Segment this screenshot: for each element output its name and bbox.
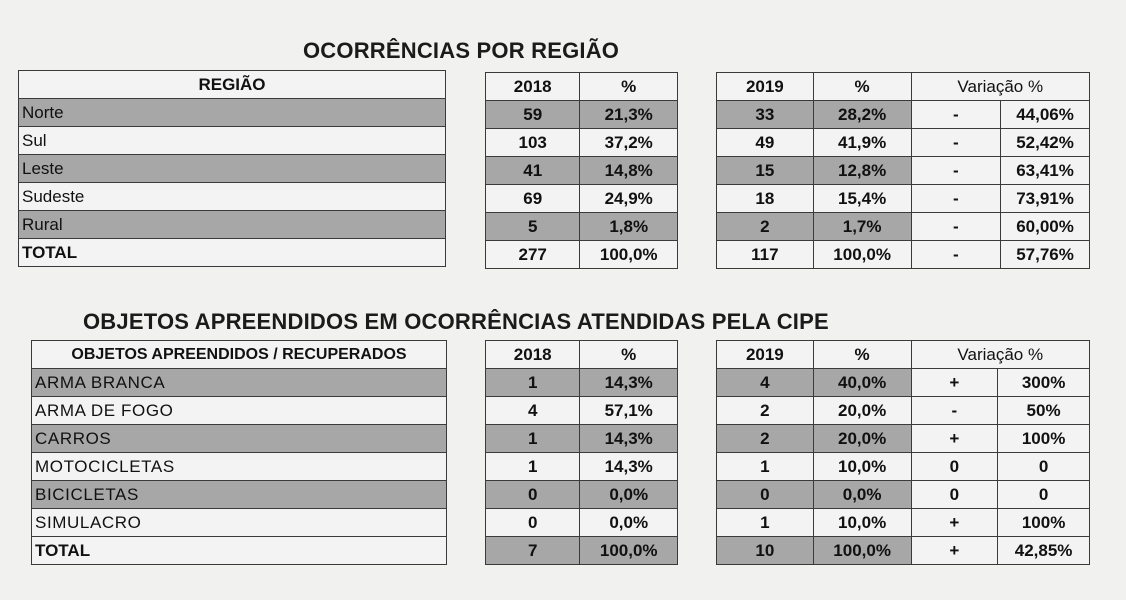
count-cell: 49 <box>717 129 814 157</box>
variacao-header: Variação % <box>911 73 1089 101</box>
regiao-label-table <box>18 70 446 267</box>
variation-cell: 60,00% <box>1001 213 1090 241</box>
sign-cell: + <box>911 537 998 565</box>
percent-header: % <box>580 341 678 369</box>
count-cell: 103 <box>486 129 580 157</box>
variation-cell: 63,41% <box>1001 157 1090 185</box>
percent-cell: 41,9% <box>813 129 911 157</box>
table-row <box>32 369 447 397</box>
count-cell: 4 <box>717 369 814 397</box>
sign-cell: - <box>911 101 1001 129</box>
table-row <box>486 425 678 453</box>
table-row <box>19 183 446 211</box>
table-row <box>717 185 1090 213</box>
percent-cell: 1,8% <box>580 213 678 241</box>
table-row <box>19 211 446 239</box>
region-label: Sul <box>19 127 446 155</box>
total-label: TOTAL <box>32 537 447 565</box>
table-row <box>19 127 446 155</box>
object-label: CARROS <box>32 425 447 453</box>
table-row <box>32 481 447 509</box>
count-cell: 117 <box>717 241 814 269</box>
objetos-title: OBJETOS APREENDIDOS EM OCORRÊNCIAS ATENDIDAS PELA CIPE <box>83 309 829 334</box>
count-cell: 15 <box>717 157 814 185</box>
table-row <box>717 481 1090 509</box>
percent-cell: 14,3% <box>580 453 678 481</box>
sign-cell: - <box>911 397 998 425</box>
variation-cell: 100% <box>998 425 1090 453</box>
count-cell: 1 <box>486 369 580 397</box>
sign-cell: 0 <box>911 453 998 481</box>
table-row <box>717 537 1090 565</box>
table-row <box>486 129 678 157</box>
percent-cell: 14,8% <box>580 157 678 185</box>
sign-cell: + <box>911 509 998 537</box>
sign-cell: - <box>911 157 1001 185</box>
object-label: BICICLETAS <box>32 481 447 509</box>
count-cell: 41 <box>486 157 580 185</box>
count-cell: 69 <box>486 185 580 213</box>
sign-cell: 0 <box>911 481 998 509</box>
count-cell: 0 <box>717 481 814 509</box>
variation-cell: 42,85% <box>998 537 1090 565</box>
regiao-header: REGIÃO <box>19 71 446 99</box>
count-cell: 1 <box>486 453 580 481</box>
sign-cell: - <box>911 241 1001 269</box>
table-row <box>717 509 1090 537</box>
percent-header: % <box>813 341 911 369</box>
count-cell: 10 <box>717 537 814 565</box>
regiao-2018-table <box>485 72 678 269</box>
count-cell: 18 <box>717 185 814 213</box>
percent-cell: 10,0% <box>813 453 911 481</box>
object-label: SIMULACRO <box>32 509 447 537</box>
percent-cell: 57,1% <box>580 397 678 425</box>
region-label: Sudeste <box>19 183 446 211</box>
variation-cell: 100% <box>998 509 1090 537</box>
count-cell: 277 <box>486 241 580 269</box>
table-row <box>32 509 447 537</box>
table-row <box>486 397 678 425</box>
count-cell: 2 <box>717 213 814 241</box>
year-2018-header: 2018 <box>486 341 580 369</box>
percent-cell: 20,0% <box>813 397 911 425</box>
percent-header: % <box>580 73 678 101</box>
sign-cell: - <box>911 213 1001 241</box>
percent-cell: 0,0% <box>813 481 911 509</box>
objetos-header: OBJETOS APREENDIDOS / RECUPERADOS <box>32 341 447 369</box>
sign-cell: - <box>911 185 1001 213</box>
count-cell: 7 <box>486 537 580 565</box>
percent-cell: 21,3% <box>580 101 678 129</box>
object-label: ARMA BRANCA <box>32 369 447 397</box>
table-row <box>717 241 1090 269</box>
region-label: Leste <box>19 155 446 183</box>
table-row <box>717 453 1090 481</box>
table-row <box>32 453 447 481</box>
table-row <box>717 101 1090 129</box>
table-row <box>486 509 678 537</box>
region-label: Norte <box>19 99 446 127</box>
total-label: TOTAL <box>19 239 446 267</box>
table-row <box>486 369 678 397</box>
count-cell: 1 <box>717 509 814 537</box>
variation-cell: 0 <box>998 481 1090 509</box>
table-row <box>19 155 446 183</box>
table-row <box>717 369 1090 397</box>
count-cell: 2 <box>717 397 814 425</box>
count-cell: 33 <box>717 101 814 129</box>
table-row <box>486 537 678 565</box>
objetos-label-table <box>31 340 447 565</box>
variation-cell: 44,06% <box>1001 101 1090 129</box>
percent-cell: 100,0% <box>813 537 911 565</box>
percent-cell: 15,4% <box>813 185 911 213</box>
object-label: ARMA DE FOGO <box>32 397 447 425</box>
percent-cell: 24,9% <box>580 185 678 213</box>
regiao-2019-table <box>716 72 1090 269</box>
variacao-header: Variação % <box>911 341 1089 369</box>
variation-cell: 57,76% <box>1001 241 1090 269</box>
percent-cell: 12,8% <box>813 157 911 185</box>
objetos-2019-table <box>716 340 1090 565</box>
percent-cell: 37,2% <box>580 129 678 157</box>
count-cell: 2 <box>717 425 814 453</box>
percent-cell: 40,0% <box>813 369 911 397</box>
table-row <box>486 185 678 213</box>
table-row <box>486 213 678 241</box>
percent-cell: 20,0% <box>813 425 911 453</box>
table-row <box>717 425 1090 453</box>
percent-cell: 28,2% <box>813 101 911 129</box>
count-cell: 1 <box>717 453 814 481</box>
percent-cell: 14,3% <box>580 369 678 397</box>
table-row <box>32 425 447 453</box>
percent-cell: 0,0% <box>580 481 678 509</box>
table-row <box>486 157 678 185</box>
variation-cell: 300% <box>998 369 1090 397</box>
table-row <box>486 241 678 269</box>
sign-cell: + <box>911 369 998 397</box>
variation-cell: 50% <box>998 397 1090 425</box>
count-cell: 59 <box>486 101 580 129</box>
percent-cell: 100,0% <box>580 241 678 269</box>
objetos-2018-table <box>485 340 678 565</box>
regiao-title: OCORRÊNCIAS POR REGIÃO <box>303 38 620 63</box>
variation-cell: 73,91% <box>1001 185 1090 213</box>
count-cell: 5 <box>486 213 580 241</box>
object-label: MOTOCICLETAS <box>32 453 447 481</box>
year-2019-header: 2019 <box>717 341 814 369</box>
table-row <box>717 157 1090 185</box>
year-2019-header: 2019 <box>717 73 814 101</box>
year-2018-header: 2018 <box>486 73 580 101</box>
percent-cell: 100,0% <box>813 241 911 269</box>
table-row <box>486 101 678 129</box>
table-row <box>717 397 1090 425</box>
table-row <box>717 129 1090 157</box>
table-row <box>19 239 446 267</box>
percent-header: % <box>813 73 911 101</box>
sign-cell: - <box>911 129 1001 157</box>
count-cell: 1 <box>486 425 580 453</box>
count-cell: 4 <box>486 397 580 425</box>
count-cell: 0 <box>486 509 580 537</box>
variation-cell: 52,42% <box>1001 129 1090 157</box>
region-label: Rural <box>19 211 446 239</box>
table-row <box>486 481 678 509</box>
percent-cell: 10,0% <box>813 509 911 537</box>
count-cell: 0 <box>486 481 580 509</box>
table-row <box>32 397 447 425</box>
percent-cell: 0,0% <box>580 509 678 537</box>
percent-cell: 1,7% <box>813 213 911 241</box>
table-row <box>19 99 446 127</box>
table-row <box>486 453 678 481</box>
table-row <box>717 213 1090 241</box>
percent-cell: 100,0% <box>580 537 678 565</box>
sign-cell: + <box>911 425 998 453</box>
percent-cell: 14,3% <box>580 425 678 453</box>
table-row <box>32 537 447 565</box>
variation-cell: 0 <box>998 453 1090 481</box>
